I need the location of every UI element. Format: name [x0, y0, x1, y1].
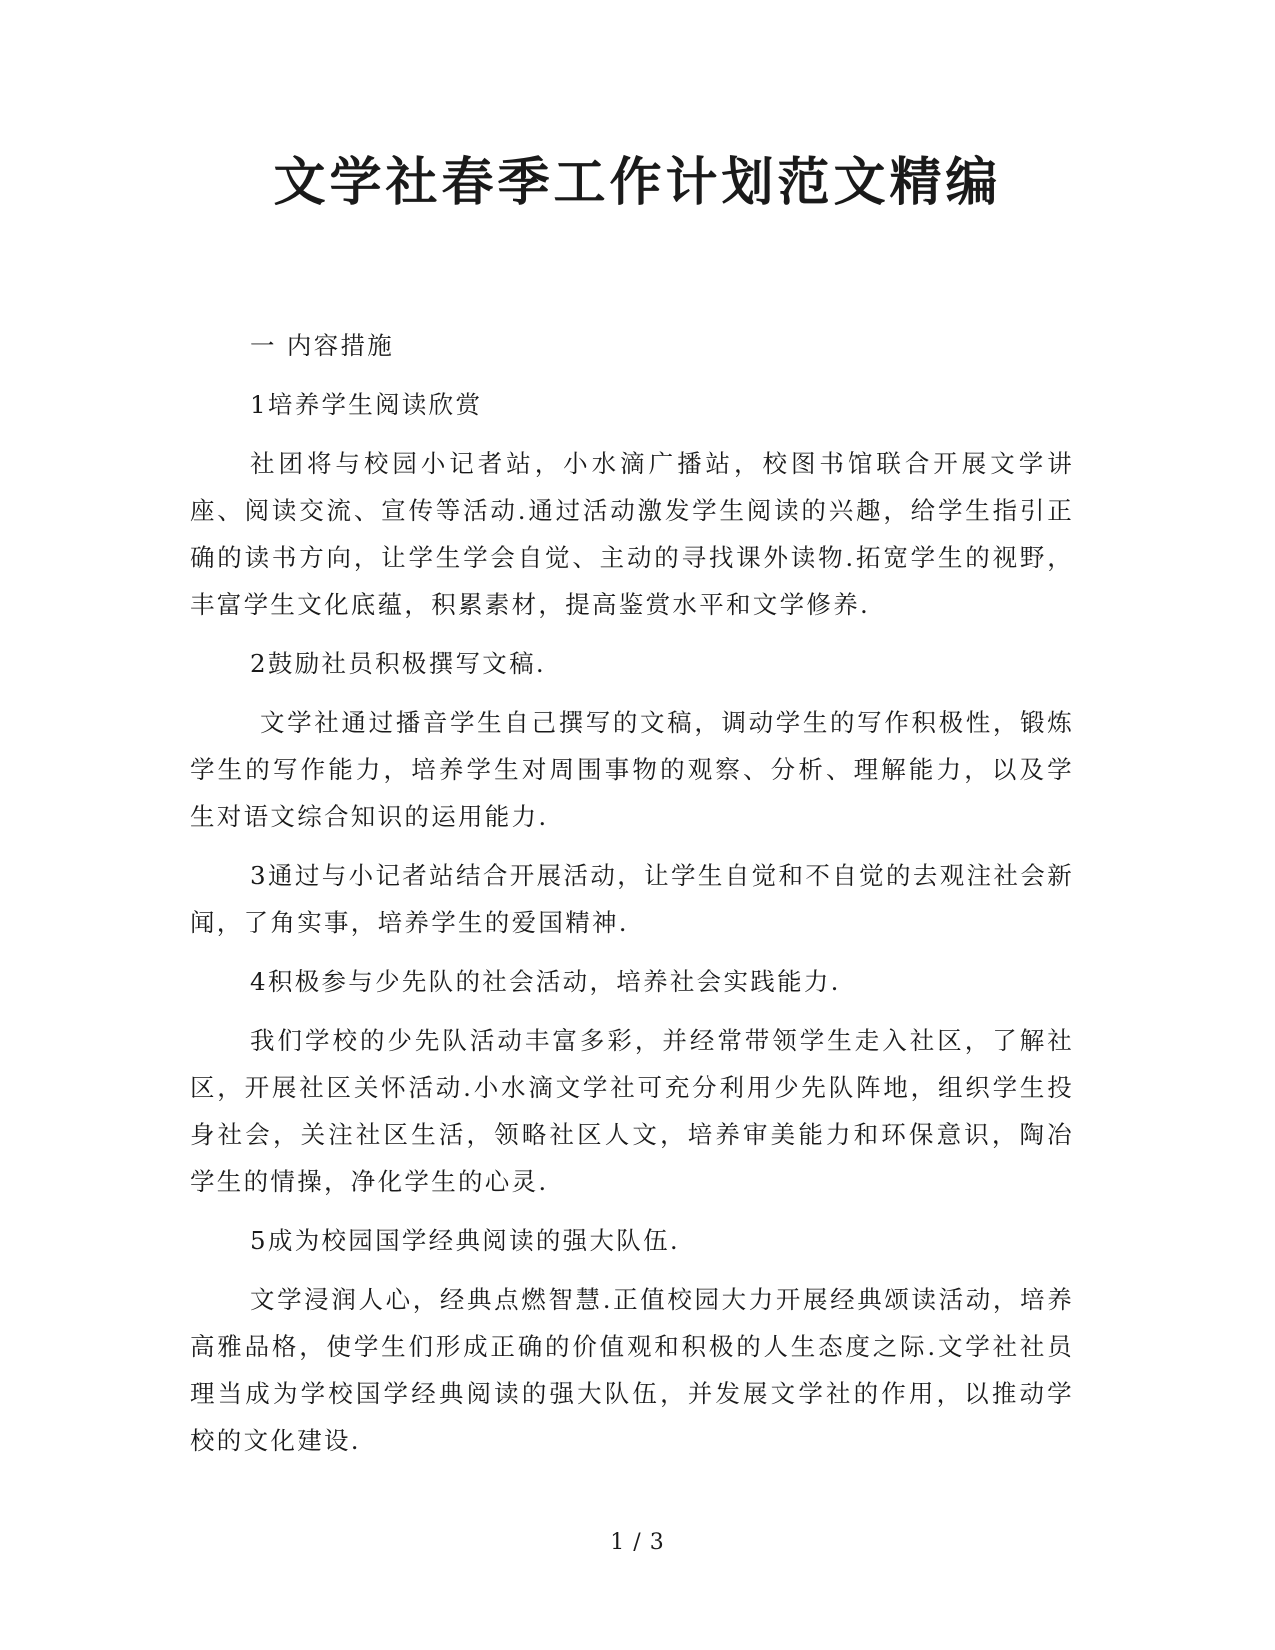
section-heading: 一 内容措施 — [250, 331, 395, 360]
subheading-4: 4积极参与少先队的社会活动，培养社会实践能力. — [250, 967, 841, 996]
page-number: 1 / 3 — [610, 1530, 665, 1555]
paragraph-1: 社团将与校园小记者站，小水滴广播站，校图书馆联合开展文学讲座、阅读交流、宣传等活动.通过活动激发学生阅读的兴趣，给学生指引正确的读书方向，让学生学会自觉、主动的寻找课外读物.拓宽学生的视野，丰富学生文化底蕴，积累素材，提高鉴赏水平和文学修养. — [190, 449, 1074, 619]
paragraph-2: 文学社通过播音学生自己撰写的文稿，调动学生的写作积极性，锻炼学生的写作能力，培养学生对周围事物的观察、分析、理解能力，以及学生对语文综合知识的运用能力. — [190, 708, 1074, 831]
subheading-5: 5成为校园国学经典阅读的强大队伍. — [250, 1226, 680, 1255]
subheading-1: 1培养学生阅读欣赏 — [250, 390, 483, 419]
subheading-2: 2鼓励社员积极撰写文稿. — [250, 649, 546, 678]
paragraph-5: 文学浸润人心，经典点燃智慧.正值校园大力开展经典颂读活动，培养高雅品格，使学生们形成正确的价值观和积极的人生态度之际.文学社社员理当成为学校国学经典阅读的强大队伍，并发展文学社的作用，以推动学校的文化建设. — [190, 1285, 1074, 1455]
subheading-3: 3通过与小记者站结合开展活动，让学生自觉和不自觉的去观注社会新闻，了角实事，培养学生的爱国精神. — [190, 861, 1074, 937]
paragraph-4: 我们学校的少先队活动丰富多彩，并经常带领学生走入社区，了解社区，开展社区关怀活动.小水滴文学社可充分利用少先队阵地，组织学生投身社会，关注社区生活，领略社区人文，培养审美能力和环保意识，陶冶学生的情操，净化学生的心灵. — [190, 1026, 1074, 1196]
document-body — [190, 322, 1074, 1476]
document-title: 文学社春季工作计划范文精编 — [273, 153, 1002, 213]
